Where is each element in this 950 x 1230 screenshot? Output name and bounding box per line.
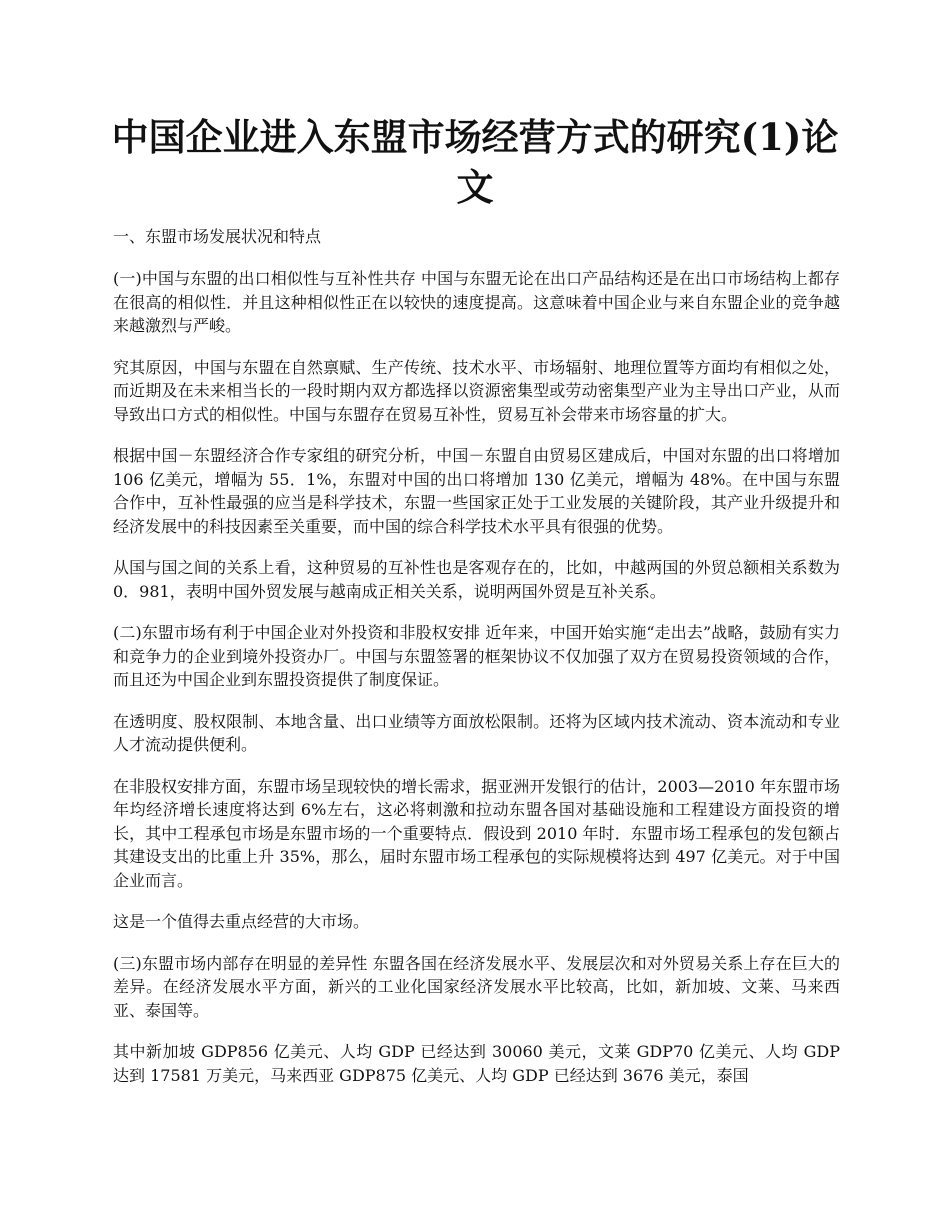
document-title: 中国企业进入东盟市场经营方式的研究(1)论文 xyxy=(111,115,839,209)
paragraph-6: 在透明度、股权限制、本地含量、出口业绩等方面放松限制。还将为区域内技术流动、资本流动和专业人才流动提供便利。 xyxy=(113,711,840,754)
paragraph-5: (二)东盟市场有利于中国企业对外投资和非股权安排 近年来，中国开始实施“走出去”战略，鼓励有实力和竞争力的企业到境外投资办厂。中国与东盟签署的框架协议不仅加强了双方在贸易投资领域的合作，而且还为中国企业到东盟投资提供了制度保证。 xyxy=(113,623,840,689)
paragraph-7: 在非股权安排方面，东盟市场呈现较快的增长需求，据亚洲开发银行的估计，2003—2010 年东盟市场年均经济增长速度将达到 6%左右，这必将刺激和拉动东盟各国对基础设施和工程建设方面投资的增长，其中工程承包市场是东盟市场的一个重要特点．假设到 2010 年时．东盟市场工程承包的发包额占其建设支出的比重上升 35%，那么，届时东盟市场工程承包的实际规模将达到 497 亿美元。对于中国企业而言。 xyxy=(113,776,840,890)
paragraph-1: (一)中国与东盟的出口相似性与互补性共存 中国与东盟无论在出口产品结构还是在出口市场结构上都存在很高的相似性．并且这种相似性正在以较快的速度提高。这意味着中国企业与来自东盟企业的竞争越来越激烈与严峻。 xyxy=(113,269,840,335)
paragraph-2: 究其原因，中国与东盟在自然禀赋、生产传统、技术水平、市场辐射、地理位置等方面均有相似之处，而近期及在未来相当长的一段时期内双方都选择以资源密集型或劳动密集型产业为主导出口产业，从而导致出口方式的相似性。中国与东盟存在贸易互补性，贸易互补会带来市场容量的扩大。 xyxy=(113,357,840,424)
paragraph-4: 从国与国之间的关系上看，这种贸易的互补性也是客观存在的，比如，中越两国的外贸总额相关系数为 0．981，表明中国外贸发展与越南成正相关关系，说明两国外贸是互补关系。 xyxy=(113,558,840,601)
paragraph-10: 其中新加坡 GDP856 亿美元、人均 GDP 已经达到 30060 美元，文莱 GDP70 亿美元、人均 GDP 达到 17581 万美元，马来西亚 GDP875 亿美元、人均 GDP 已经达到 3676 美元，泰国 xyxy=(113,1042,840,1085)
paragraph-9: (三)东盟市场内部存在明显的差异性 东盟各国在经济发展水平、发展层次和对外贸易关系上存在巨大的差异。在经济发展水平方面，新兴的工业化国家经济发展水平比较高，比如，新加坡、文莱、马来西亚、泰国等。 xyxy=(113,953,840,1020)
paragraph-3: 根据中国－东盟经济合作专家组的研究分析，中国－东盟自由贸易区建成后，中国对东盟的出口将增加 106 亿美元，增幅为 55．1%，东盟对中国的出口将增加 130 亿美元，增幅为 48%。在中国与东盟合作中，互补性最强的应当是科学技术，东盟一些国家正处于工业发展的关键阶段，其产业升级提升和经济发展中的科技因素至关重要，而中国的综合科学技术水平具有很强的优势。 xyxy=(113,446,840,536)
document-body xyxy=(113,224,840,1105)
paragraph-8: 这是一个值得去重点经营的大市场。 xyxy=(113,912,370,931)
section-heading: 一、东盟市场发展状况和特点 xyxy=(113,227,322,246)
